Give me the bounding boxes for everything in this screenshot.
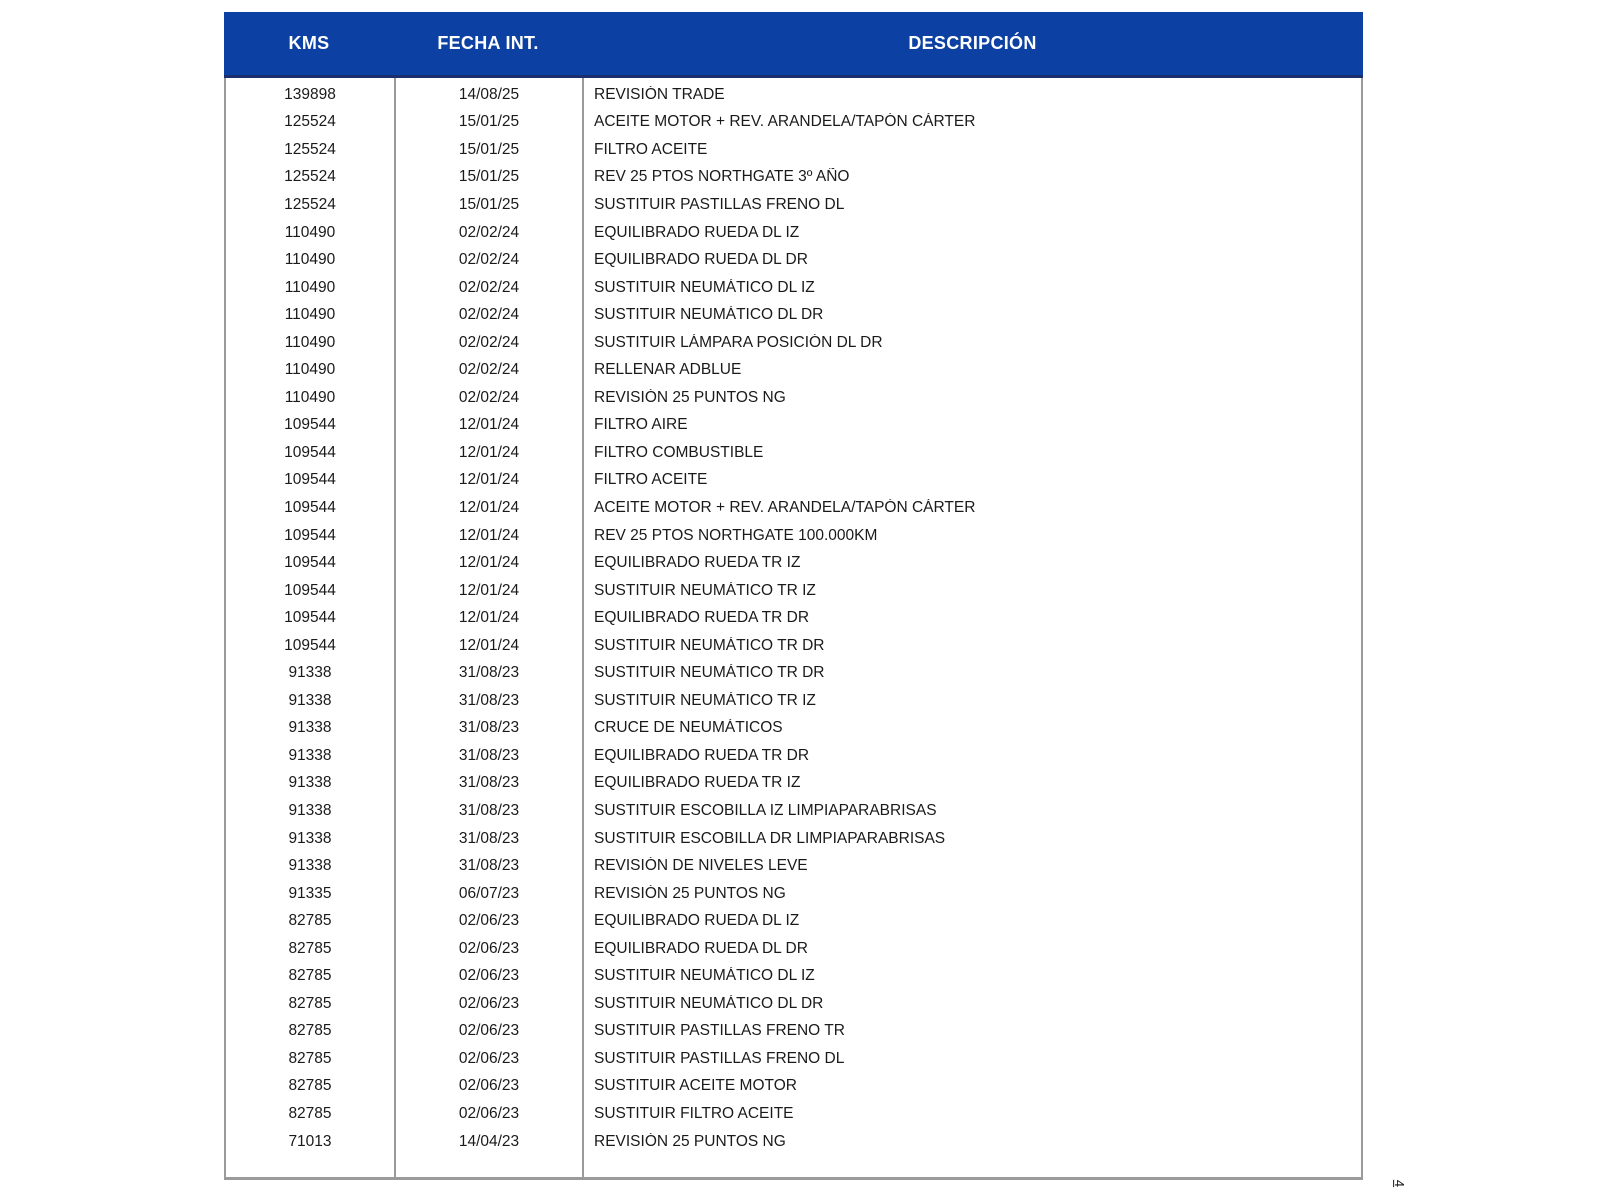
fecha-int-cell: 15/01/25: [458, 168, 520, 186]
table-row: [226, 1100, 1361, 1128]
kms-cell: 91335: [288, 884, 332, 902]
fecha-int-cell: 02/06/23: [458, 1022, 520, 1040]
fecha-int-cell: 31/08/23: [458, 664, 520, 682]
kms-cell: 125524: [284, 195, 336, 213]
kms-cell: 82785: [288, 939, 332, 957]
descripcion-cell: EQUILIBRADO RUEDA TR IZ: [594, 774, 801, 792]
fecha-int-cell: 02/06/23: [458, 1077, 520, 1095]
descripcion-cell: SUSTITUIR NEUMÁTICO TR IZ: [594, 691, 816, 709]
fecha-int-cell: 02/06/23: [458, 994, 520, 1012]
kms-cell: 110490: [284, 251, 336, 269]
fecha-int-cell: 15/01/25: [458, 195, 520, 213]
table-row: [226, 412, 1361, 440]
kms-cell: 125524: [284, 168, 336, 186]
kms-cell: 109544: [284, 416, 336, 434]
fecha-int-cell: 31/08/23: [458, 719, 520, 737]
table-row: [226, 219, 1361, 247]
kms-cell: 91338: [288, 829, 332, 847]
fecha-int-cell: 12/01/24: [458, 498, 520, 516]
kms-cell: 109544: [284, 636, 336, 654]
kms-cell: 109544: [284, 498, 336, 516]
kms-cell: 91338: [288, 719, 332, 737]
descripcion-cell: REVISIÓN TRADE: [594, 85, 725, 103]
table-row: [226, 907, 1361, 935]
table-row: [226, 467, 1361, 495]
table-row: [226, 164, 1361, 192]
table-row: [226, 1073, 1361, 1101]
table-row: [226, 577, 1361, 605]
fecha-int-cell: 02/02/24: [458, 278, 520, 296]
descripcion-cell: CRUCE DE NEUMÁTICOS: [594, 719, 783, 737]
kms-cell: 109544: [284, 443, 336, 461]
kms-cell: 82785: [288, 994, 332, 1012]
table-row: [226, 852, 1361, 880]
kms-cell: 139898: [284, 85, 336, 103]
table-body: [224, 78, 1363, 1180]
kms-cell: 125524: [284, 113, 336, 131]
kms-cell: 82785: [288, 967, 332, 985]
table-row: [226, 329, 1361, 357]
table-row: [226, 1128, 1361, 1156]
fecha-int-cell: 15/01/25: [458, 113, 520, 131]
column-divider-1: [394, 78, 396, 1177]
descripcion-cell: REV 25 PTOS NORTHGATE 100.000KM: [594, 526, 878, 544]
descripcion-cell: REV 25 PTOS NORTHGATE 3º AÑO: [594, 168, 850, 186]
kms-cell: 109544: [284, 554, 336, 572]
table-row: [226, 274, 1361, 302]
descripcion-cell: EQUILIBRADO RUEDA DL IZ: [594, 223, 800, 241]
kms-cell: 110490: [284, 333, 336, 351]
table-row: [226, 356, 1361, 384]
fecha-int-cell: 02/02/24: [458, 361, 520, 379]
descripcion-cell: FILTRO COMBUSTIBLE: [594, 443, 764, 461]
descripcion-cell: REVISIÓN DE NIVELES LEVE: [594, 857, 808, 875]
fecha-int-cell: 02/02/24: [458, 388, 520, 406]
fecha-int-cell: 02/06/23: [458, 1105, 520, 1122]
table-row: [226, 797, 1361, 825]
table-row: [226, 549, 1361, 577]
fecha-int-cell: 31/08/23: [458, 746, 520, 764]
table-row: [226, 880, 1361, 908]
descripcion-cell: SUSTITUIR NEUMÁTICO DL DR: [594, 306, 824, 324]
fecha-int-cell: 14/08/25: [458, 85, 520, 103]
kms-cell: 82785: [288, 1022, 332, 1040]
fecha-int-cell: 31/08/23: [458, 829, 520, 847]
fecha-int-cell: 15/01/25: [458, 140, 520, 158]
fecha-int-cell: 12/01/24: [458, 526, 520, 544]
kms-cell: 109544: [284, 581, 336, 599]
page-number: 4: [1392, 1179, 1408, 1188]
kms-cell: 82785: [288, 912, 332, 930]
table-row: [226, 632, 1361, 660]
descripcion-cell: RELLENAR ADBLUE: [594, 361, 742, 379]
descripcion-cell: SUSTITUIR ESCOBILLA DR LIMPIAPARABRISAS: [594, 829, 946, 847]
descripcion-cell: EQUILIBRADO RUEDA DL DR: [594, 939, 808, 957]
kms-cell: 91338: [288, 801, 332, 819]
table-row: [226, 604, 1361, 632]
table-row: [226, 109, 1361, 137]
table-row: [226, 935, 1361, 963]
descripcion-cell: EQUILIBRADO RUEDA TR DR: [594, 746, 810, 764]
descripcion-cell: EQUILIBRADO RUEDA DL DR: [594, 251, 808, 269]
descripcion-cell: SUSTITUIR FILTRO ACEITE: [594, 1105, 794, 1122]
descripcion-cell: SUSTITUIR NEUMÁTICO DL DR: [594, 994, 824, 1012]
descripcion-cell: ACEITE MOTOR + REV. ARANDELA/TAPÓN CÁRTER: [594, 498, 976, 516]
fecha-int-cell: 02/06/23: [458, 967, 520, 985]
descripcion-cell: SUSTITUIR PASTILLAS FRENO DL: [594, 1049, 845, 1067]
fecha-int-cell: 31/08/23: [458, 801, 520, 819]
column-header-fecha-int: FECHA INT.: [437, 33, 539, 53]
kms-cell: 82785: [288, 1105, 332, 1122]
table-row: [226, 301, 1361, 329]
fecha-int-cell: 02/02/24: [458, 333, 520, 351]
fecha-int-cell: 12/01/24: [458, 609, 520, 627]
descripcion-cell: REVISIÓN 25 PUNTOS NG: [594, 884, 786, 902]
kms-cell: 82785: [288, 1049, 332, 1067]
table-row: [226, 522, 1361, 550]
table-row: [226, 136, 1361, 164]
kms-cell: 110490: [284, 223, 336, 241]
table-row: [226, 384, 1361, 412]
descripcion-cell: SUSTITUIR LÁMPARA POSICIÓN DL DR: [594, 333, 883, 351]
table-row: [226, 742, 1361, 770]
table-row: [226, 81, 1361, 109]
table-row: [226, 825, 1361, 853]
fecha-int-cell: 02/06/23: [458, 912, 520, 930]
descripcion-cell: ACEITE MOTOR + REV. ARANDELA/TAPÓN CÁRTER: [594, 113, 976, 131]
column-divider-2: [582, 78, 584, 1177]
fecha-int-cell: 02/02/24: [458, 306, 520, 324]
table-row: [226, 963, 1361, 991]
fecha-int-cell: 12/01/24: [458, 581, 520, 599]
kms-cell: 91338: [288, 774, 332, 792]
descripcion-cell: SUSTITUIR ESCOBILLA IZ LIMPIAPARABRISAS: [594, 801, 937, 819]
fecha-int-cell: 02/06/23: [458, 1049, 520, 1067]
table-row: [226, 1018, 1361, 1046]
fecha-int-cell: 12/01/24: [458, 636, 520, 654]
maintenance-history-table: [224, 12, 1363, 1180]
table-row: [226, 990, 1361, 1018]
descripcion-cell: SUSTITUIR NEUMÁTICO TR DR: [594, 664, 825, 682]
fecha-int-cell: 14/04/23: [458, 1132, 520, 1150]
descripcion-cell: FILTRO ACEITE: [594, 140, 708, 158]
descripcion-cell: EQUILIBRADO RUEDA DL IZ: [594, 912, 800, 930]
table-row: [226, 715, 1361, 743]
fecha-int-cell: 12/01/24: [458, 416, 520, 434]
table-row: [226, 246, 1361, 274]
fecha-int-cell: 12/01/24: [458, 554, 520, 572]
table-row: [226, 494, 1361, 522]
descripcion-cell: SUSTITUIR NEUMÁTICO DL IZ: [594, 967, 815, 985]
table-row: [226, 659, 1361, 687]
descripcion-cell: SUSTITUIR NEUMÁTICO TR IZ: [594, 581, 816, 599]
kms-cell: 110490: [284, 278, 336, 296]
kms-cell: 82785: [288, 1077, 332, 1095]
fecha-int-cell: 12/01/24: [458, 443, 520, 461]
kms-cell: 109544: [284, 526, 336, 544]
kms-cell: 91338: [288, 664, 332, 682]
kms-cell: 125524: [284, 140, 336, 158]
kms-cell: 109544: [284, 471, 336, 489]
descripcion-cell: SUSTITUIR NEUMÁTICO DL IZ: [594, 278, 815, 296]
kms-cell: 91338: [288, 746, 332, 764]
fecha-int-cell: 02/02/24: [458, 251, 520, 269]
descripcion-cell: REVISIÓN 25 PUNTOS NG: [594, 388, 786, 406]
descripcion-cell: SUSTITUIR ACEITE MOTOR: [594, 1077, 797, 1095]
column-header-descripcion: DESCRIPCIÓN: [908, 33, 1037, 53]
kms-cell: 109544: [284, 609, 336, 627]
table-row: [226, 770, 1361, 798]
descripcion-cell: REVISIÓN 25 PUNTOS NG: [594, 1132, 786, 1150]
descripcion-cell: FILTRO ACEITE: [594, 471, 708, 489]
kms-cell: 71013: [288, 1132, 332, 1150]
table-row: [226, 1045, 1361, 1073]
fecha-int-cell: 31/08/23: [458, 857, 520, 875]
descripcion-cell: EQUILIBRADO RUEDA TR IZ: [594, 554, 801, 572]
fecha-int-cell: 31/08/23: [458, 691, 520, 709]
table-header-row: [224, 12, 1363, 78]
kms-cell: 91338: [288, 857, 332, 875]
descripcion-cell: SUSTITUIR PASTILLAS FRENO DL: [594, 195, 845, 213]
fecha-int-cell: 02/02/24: [458, 223, 520, 241]
fecha-int-cell: 06/07/23: [458, 884, 520, 902]
fecha-int-cell: 31/08/23: [458, 774, 520, 792]
descripcion-cell: EQUILIBRADO RUEDA TR DR: [594, 609, 810, 627]
kms-cell: 110490: [284, 306, 336, 324]
descripcion-cell: SUSTITUIR NEUMÁTICO TR DR: [594, 636, 825, 654]
fecha-int-cell: 12/01/24: [458, 471, 520, 489]
kms-cell: 91338: [288, 691, 332, 709]
descripcion-cell: FILTRO AIRE: [594, 416, 688, 434]
kms-cell: 110490: [284, 388, 336, 406]
fecha-int-cell: 02/06/23: [458, 939, 520, 957]
table-row: [226, 687, 1361, 715]
table-row: [226, 439, 1361, 467]
table-row: [226, 191, 1361, 219]
column-header-kms: KMS: [288, 33, 330, 53]
descripcion-cell: SUSTITUIR PASTILLAS FRENO TR: [594, 1022, 845, 1040]
kms-cell: 110490: [284, 361, 336, 379]
